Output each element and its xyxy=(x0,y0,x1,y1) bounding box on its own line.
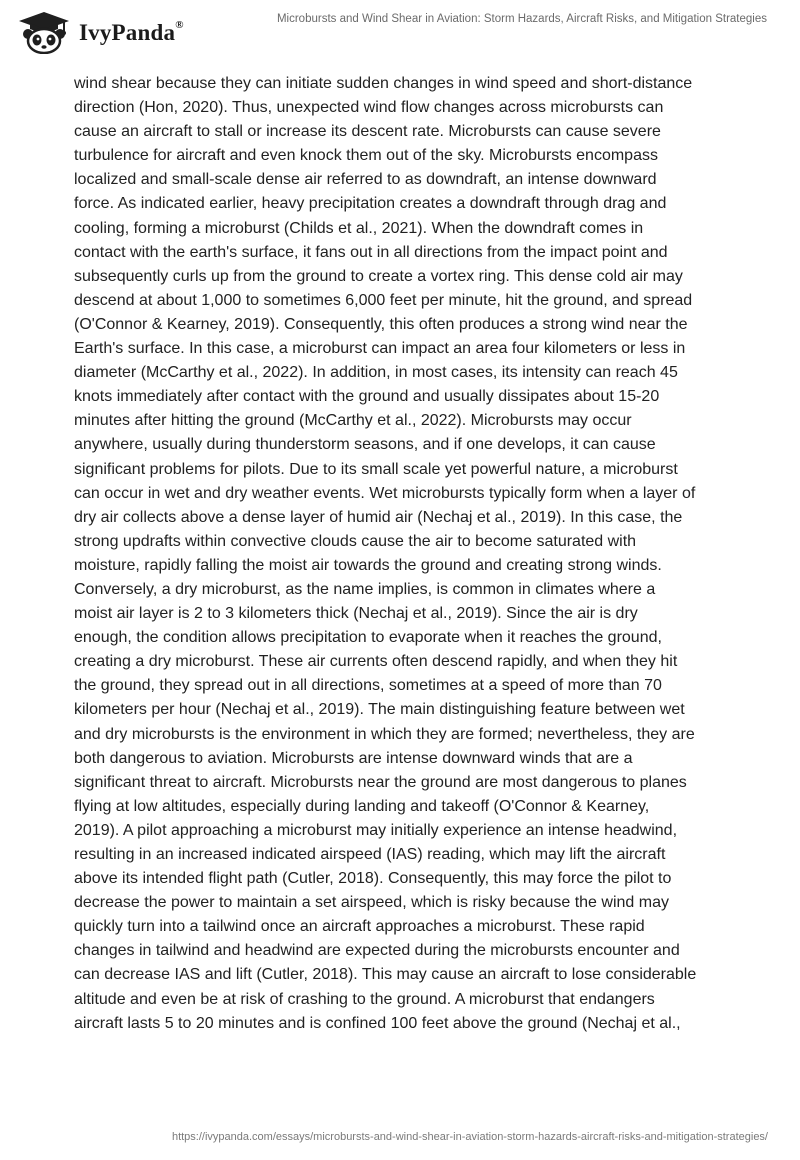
text-line: altitude and even be at risk of crashing to the ground. A microburst that endangers xyxy=(74,990,655,1008)
document-title: Microbursts and Wind Shear in Aviation: Storm Hazards, Aircraft Risks, and Mitigation Strategies xyxy=(276,13,767,25)
text-line: anywhere, usually during thunderstorm seasons, and if one develops, it can cause xyxy=(74,436,656,454)
text-line: 2019). A pilot approaching a microburst may initially experience an intense headwind, xyxy=(74,821,678,839)
text-line: strong updrafts within convective clouds cause the air to become saturated with xyxy=(74,532,637,550)
essay-body xyxy=(74,72,734,1036)
text-line: diameter (McCarthy et al., 2022). In addition, in most cases, its intensity can reach 45 xyxy=(74,364,678,382)
text-line: subsequently curls up from the ground to create a vortex ring. This dense cold air may xyxy=(74,267,683,285)
panda-graduation-cap-icon xyxy=(17,10,71,54)
text-line: the ground, they spread out in all directions, sometimes at a speed of more than 70 xyxy=(74,677,662,695)
text-line: force. As indicated earlier, heavy precipitation creates a downdraft through drag and xyxy=(74,195,667,213)
text-line: creating a dry microburst. These air currents often descend rapidly, and when they hit xyxy=(74,653,678,671)
text-line: cause an aircraft to stall or increase its descent rate. Microbursts can cause severe xyxy=(74,123,661,141)
text-line: changes in tailwind and headwind are expected during the microbursts encounter and xyxy=(74,942,680,960)
text-line: Conversely, a dry microburst, as the name implies, is common in climates where a xyxy=(74,580,656,598)
text-line: significant threat to aircraft. Microbursts near the ground are most dangerous to planes xyxy=(74,773,687,791)
text-line: dry air collects above a dense layer of humid air (Nechaj et al., 2019). In this case, the xyxy=(74,508,683,526)
text-line: localized and small-scale dense air referred to as downdraft, an intense downward xyxy=(74,171,657,189)
text-line: above its intended flight path (Cutler, 2018). Consequently, this may force the pilot to xyxy=(74,870,672,888)
text-line: quickly turn into a tailwind once an aircraft approaches a microburst. These rapid xyxy=(74,918,645,936)
text-line: both dangerous to aviation. Microbursts are intense downward winds that are a xyxy=(74,749,633,767)
ivypanda-logo[interactable] xyxy=(17,9,184,55)
text-line: cooling, forming a microburst (Childs et al., 2021). When the downdraft comes in xyxy=(74,219,644,237)
text-line: flying at low altitudes, especially during landing and takeoff (O'Connor & Kearney, xyxy=(74,797,650,815)
text-line: and dry microbursts is the environment in which they are formed; nevertheless, they are xyxy=(74,725,695,743)
text-line: turbulence for aircraft and even knock them out of the sky. Microbursts encompass xyxy=(74,147,658,165)
logo-wordmark: IvyPanda® xyxy=(79,19,184,45)
text-line: moisture, rapidly falling the moist air towards the ground and creating strong winds. xyxy=(74,556,662,574)
text-line: direction (Hon, 2020). Thus, unexpected wind flow changes across microbursts can xyxy=(74,99,664,117)
text-line: significant problems for pilots. Due to its small scale yet powerful nature, a microburst xyxy=(74,460,678,478)
text-line: knots immediately after contact with the ground and usually dissipates about 15-20 xyxy=(74,388,660,406)
text-line: decrease the power to maintain a set airspeed, which is risky because the wind may xyxy=(74,894,669,912)
text-line: resulting in an increased indicated airspeed (IAS) reading, which may lift the aircraft xyxy=(74,846,666,863)
text-line: moist air layer is 2 to 3 kilometers thick (Nechaj et al., 2019). Since the air is dry xyxy=(74,605,638,623)
text-line: Earth's surface. In this case, a microburst can impact an area four kilometers or less in xyxy=(74,340,686,358)
text-line: minutes after hitting the ground (McCarthy et al., 2022). Microbursts may occur xyxy=(74,412,632,430)
text-line: kilometers per hour (Nechaj et al., 2019). The main distinguishing feature between wet xyxy=(74,701,685,719)
text-line: enough, the condition allows precipitation to evaporate when it reaches the ground, xyxy=(74,629,662,647)
text-line: can decrease IAS and lift (Cutler, 2018). This may cause an aircraft to lose considerable xyxy=(74,966,697,984)
text-line: descend at about 1,000 to sometimes 6,000 feet per minute, hit the ground, and spread xyxy=(74,291,693,309)
source-url[interactable]: https://ivypanda.com/essays/microbursts-and-wind-shear-in-aviation-storm-hazards-aircraft-risks-and-mitigation-strategies/ xyxy=(171,1131,768,1143)
text-line: contact with the earth's surface, it fans out in all directions from the impact point and xyxy=(74,243,668,261)
text-line: (O'Connor & Kearney, 2019). Consequently, this often produces a strong wind near the xyxy=(74,315,688,333)
text-line: wind shear because they can initiate sudden changes in wind speed and short-distance xyxy=(74,75,693,92)
text-line: can occur in wet and dry weather events. Wet microbursts typically form when a layer of xyxy=(74,484,696,502)
text-line: aircraft lasts 5 to 20 minutes and is confined 100 feet above the ground (Nechaj et al., xyxy=(74,1014,681,1032)
